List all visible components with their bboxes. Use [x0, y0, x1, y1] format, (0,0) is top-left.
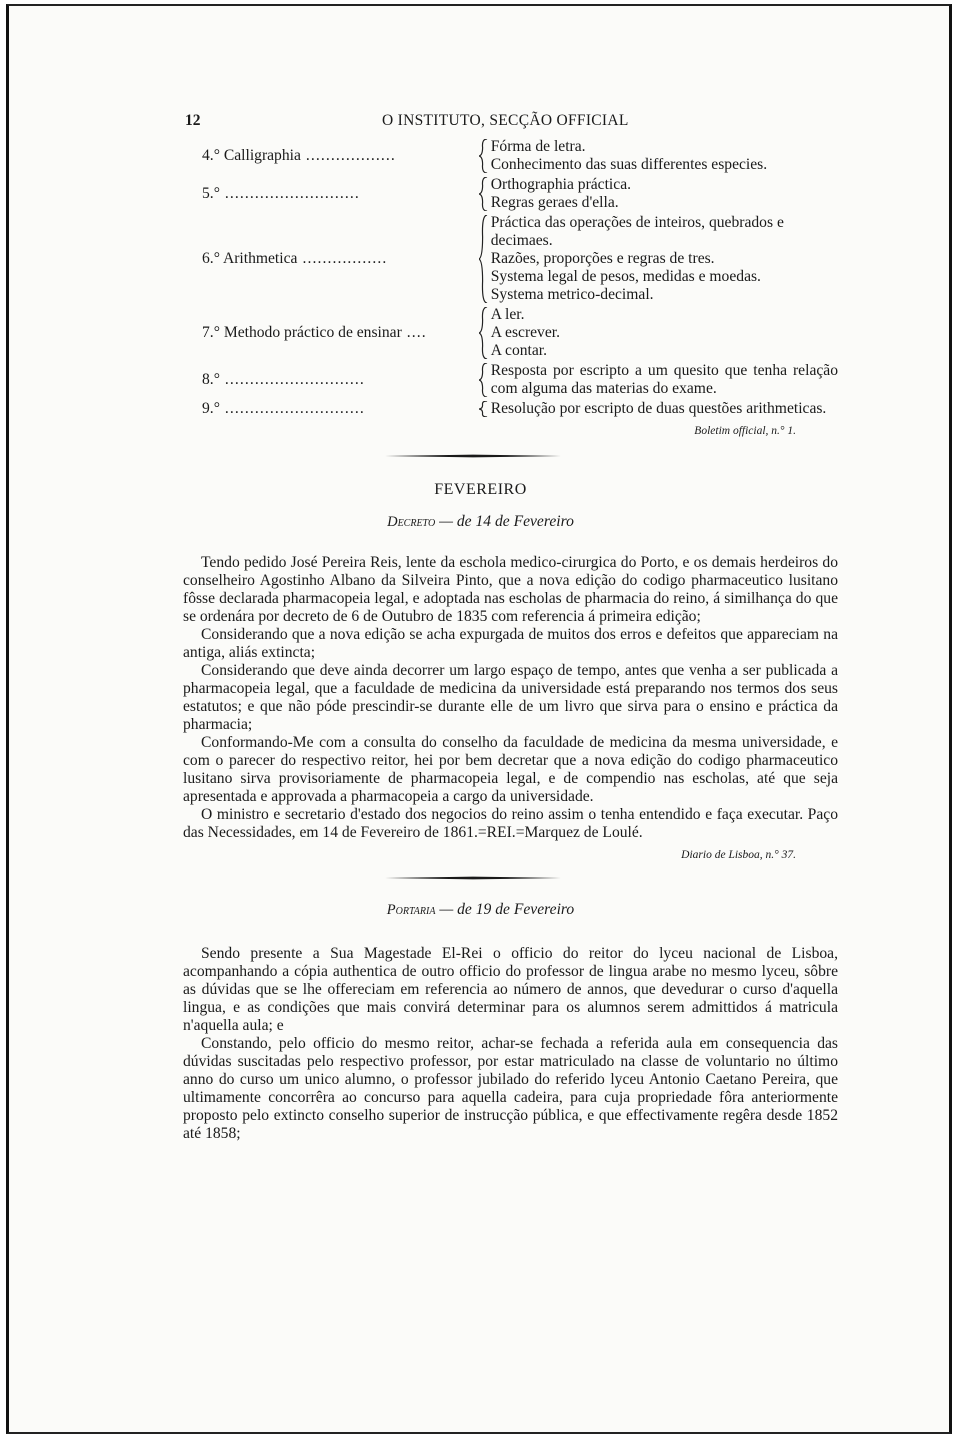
leader-dots: ............................ — [219, 400, 365, 417]
act-kind: Decreto — [387, 514, 436, 530]
syllabus-row — [183, 362, 838, 398]
syllabus-item: Systema legal de pesos, medidas e moedas. — [490, 268, 761, 285]
syllabus-item: Regras geraes d'ella. — [490, 194, 619, 211]
syllabus-label: 4.° Calligraphia — [202, 147, 301, 164]
syllabus-item: Práctica das operações de inteiros, quebrados e decimaes. — [490, 214, 784, 249]
act-kind: Portaria — [386, 902, 436, 918]
syllabus-row — [183, 138, 838, 174]
syllabus-item: A escrever. — [490, 324, 561, 341]
portaria-heading — [153, 901, 808, 919]
portaria — [183, 901, 838, 1143]
decree — [183, 513, 838, 864]
syllabus-item: Resposta por escripto a um quesito que tenha relação com alguma das materias do exame. — [490, 362, 838, 397]
leader-dots: ............................ — [219, 371, 365, 388]
leader-dots: ................. — [297, 250, 388, 267]
decree-body — [183, 554, 838, 842]
paragraph: Conformando-Me com a consulta do conselho da faculdade de medicina da mesma universidade, e com o parecer do respectivo reitor, hei por bem decretar que a nova edição do codigo pharmaceutico lusitano sirva provisoriamente de pharmacopeia legal, e de compendio nas escholas, até que seja apresentada e approvada a pharmacopeia a cargo da universidade. — [183, 734, 838, 805]
syllabus-item: Razões, proporções e regras de tres. — [490, 250, 715, 267]
brace-icon — [477, 214, 491, 304]
syllabus-item: Resolução por escripto de duas questões arithmeticas. — [490, 400, 827, 417]
page-number: 12 — [185, 112, 201, 129]
decree-source: Diario de Lisboa, n.° 37. — [681, 849, 796, 861]
syllabus-item: Fórma de letra. — [490, 138, 586, 155]
section-divider — [385, 876, 561, 879]
page-header — [183, 110, 838, 138]
paragraph: Sendo presente a Sua Magestade El-Rei o officio do reitor do lyceu nacional de Lisboa, acompanhando a cópia authentica de outro officio do professor de lingua arabe no mesmo lyceu, sôbre as dúvidas que se lhe offereciam em referencia ao número de annos, que devedurar o curso d'aquella lingua, e as condições que mais convirá determinar para os alumnos serem admittidos á matricula n'aquella aula; e — [183, 945, 838, 1034]
syllabus-item: Orthographia práctica. — [490, 176, 632, 193]
act-date: — de 19 de Fevereiro — [439, 901, 575, 918]
leader-dots: .... — [401, 324, 427, 341]
paragraph: Tendo pedido José Pereira Reis, lente da eschola medico-cirurgica do Porto, e os demais herdeiros do conselheiro Agostinho Albano da Silveira Pinto, que a nova edição do codigo pharmaceutico lusitano fôsse declarada pharmacopeia legal, e adoptada nas escholas de pharmacia do reino, á similhança do que se ordenára por decreto de 6 de Outubro de 1835 com referencia á primeira edição; — [183, 554, 838, 625]
brace-icon — [477, 176, 491, 212]
syllabus-label: 7.° Methodo práctico de ensinar — [202, 324, 402, 341]
leader-dots: ........................... — [219, 185, 360, 202]
decree-heading — [153, 513, 808, 531]
syllabus-label: 9.° — [202, 400, 220, 417]
syllabus-row — [183, 176, 838, 212]
syllabus-item: A contar. — [490, 342, 548, 359]
syllabus-row — [183, 400, 838, 418]
syllabus-row — [183, 214, 838, 304]
paragraph: Considerando que a nova edição se acha expurgada de muitos dos erros e defeitos que appareciam na antiga, aliás extincta; — [183, 626, 838, 661]
exam-syllabus — [183, 138, 838, 440]
brace-icon — [477, 400, 491, 418]
brace-icon — [477, 306, 491, 360]
brace-icon — [477, 362, 491, 398]
portaria-body — [183, 945, 838, 1143]
page-content — [183, 110, 838, 1143]
syllabus-item: Conhecimento das suas differentes especies. — [490, 156, 768, 173]
leader-dots: .................. — [300, 147, 396, 164]
syllabus-item: A ler. — [490, 306, 525, 323]
brace-icon — [477, 138, 491, 174]
paragraph: Constando, pelo officio do mesmo reitor, achar-se fechada a referida aula em consequencia das dúvidas suscitadas pelo respectivo professor, por estar matriculado na classe de voluntario no último anno do curso um unico alumno, o professor jubilado do referido lyceu Antonio Caetano Pereira, que ultimamente concorrêra ao concurso para aquella cadeira, para cuja propriedade fôra anteriormente proposto pelo extincto conselho superior de instrucção pública, e que effectivamente regêra desde 1852 até 1858; — [183, 1035, 838, 1142]
section-title: FEVEREIRO — [434, 481, 527, 498]
running-title: O INSTITUTO, SECÇÃO OFFICIAL — [382, 112, 629, 129]
section-divider — [385, 454, 561, 457]
syllabus-row — [183, 306, 838, 360]
paragraph: Considerando que deve ainda decorrer um largo espaço de tempo, antes que venha a ser publicada a pharmacopeia legal, que a faculdade de medicina da universidade está preparando nos termos dos seus estatutos; e que não póde prescindir-se durante elle de um livro que sirva para o ensino e práctica da pharmacia; — [183, 662, 838, 733]
syllabus-label: 8.° — [202, 371, 220, 388]
syllabus-label: 6.° Arithmetica — [202, 250, 298, 267]
syllabus-item: Systema metrico-decimal. — [490, 286, 654, 303]
act-date: — de 14 de Fevereiro — [439, 513, 574, 530]
syllabus-source: Boletim official, n.° 1. — [694, 425, 796, 437]
paragraph: O ministro e secretario d'estado dos negocios do reino assim o tenha entendido e faça executar. Paço das Necessidades, em 14 de Fevereiro de 1861.=REI.=Marquez de Loulé. — [183, 806, 838, 841]
syllabus-label: 5.° — [202, 185, 220, 202]
